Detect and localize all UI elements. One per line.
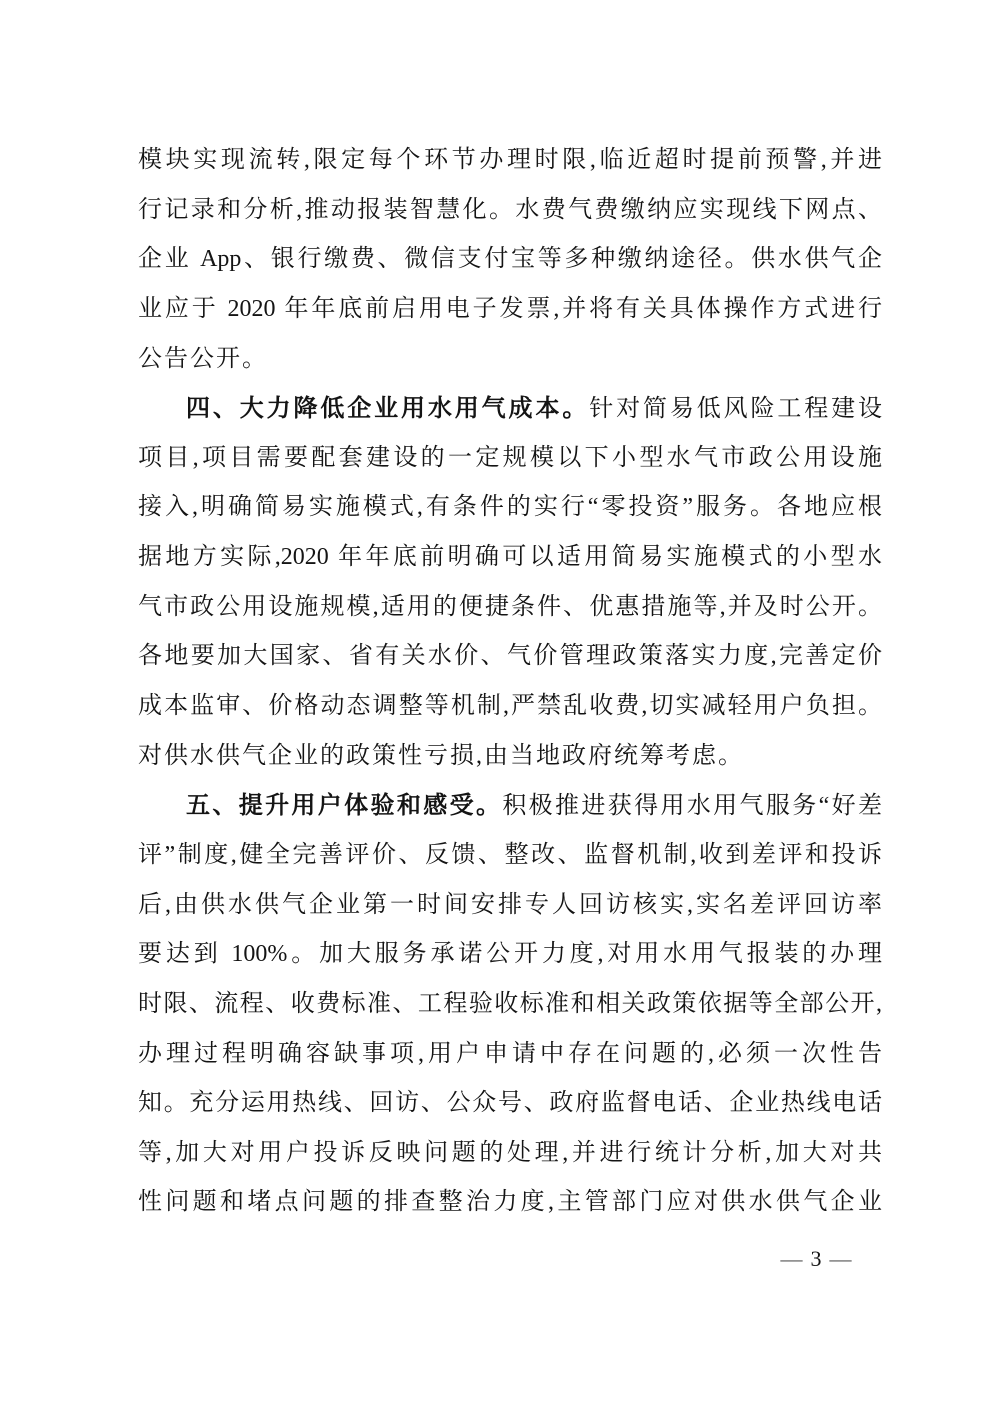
text-line <box>138 335 882 385</box>
body-text: 评”制度,健全完善评价、反馈、整改、监督机制,收到差评和投诉 <box>138 841 882 868</box>
text-line <box>138 980 882 1030</box>
body-text: 等,加大对用户投诉反映问题的处理,并进行统计分析,加大对共 <box>138 1139 882 1166</box>
text-line <box>138 533 882 583</box>
body-text: 要达到 100%。加大服务承诺公开力度,对用水用气报装的办理 <box>138 941 882 968</box>
text-line <box>138 732 882 782</box>
text-line <box>138 1030 882 1080</box>
body-text: 知。充分运用热线、回访、公众号、政府监督电话、企业热线电话 <box>138 1090 882 1117</box>
body-text: 业应于 2020 年年底前启用电子发票,并将有关具体操作方式进行 <box>138 295 882 322</box>
body-text: 据地方实际,2020 年年底前明确可以适用简易实施模式的小型水 <box>138 544 882 571</box>
text-line <box>138 384 882 434</box>
text-line <box>138 1178 882 1228</box>
body-text: 各地要加大国家、省有关水价、气价管理政策落实力度,完善定价 <box>138 643 882 670</box>
text-line <box>138 632 882 682</box>
text-line <box>138 881 882 931</box>
page-number <box>750 1244 882 1274</box>
body-text: 成本监审、价格动态调整等机制,严禁乱收费,切实减轻用户负担。 <box>138 693 882 720</box>
footer-left-dash: — <box>780 1246 803 1271</box>
body-text: 办理过程明确容缺事项,用户申请中存在问题的,必须一次性告 <box>138 1040 882 1067</box>
body-text: 后,由供水供气企业第一时间安排专人回访核实,实名差评回访率 <box>138 891 882 918</box>
body-text: 行记录和分析,推动报装智慧化。水费气费缴纳应实现线下网点、 <box>138 196 882 223</box>
text-line <box>138 682 882 732</box>
text-line <box>138 285 882 335</box>
document-body <box>138 136 882 1228</box>
body-text: 积极推进获得用水用气服务“好差 <box>502 793 882 820</box>
section-4-heading: 四、大力降低企业用水用气成本。 <box>186 395 590 423</box>
text-line <box>138 1129 882 1179</box>
footer-right-dash: — <box>829 1246 852 1271</box>
section-5-heading: 五、提升用户体验和感受。 <box>186 792 503 820</box>
text-line <box>138 930 882 980</box>
text-line <box>138 434 882 484</box>
body-text: 项目,项目需要配套建设的一定规模以下小型水气市政公用设施 <box>138 444 882 471</box>
body-text: 公告公开。 <box>138 345 268 372</box>
body-text: 企业 App、银行缴费、微信支付宝等多种缴纳途径。供水供气企 <box>138 246 882 273</box>
text-line <box>138 831 882 881</box>
body-text: 时限、流程、收费标准、工程验收标准和相关政策依据等全部公开, <box>138 990 882 1017</box>
text-line <box>138 583 882 633</box>
text-line <box>138 136 882 186</box>
text-line <box>138 235 882 285</box>
footer-page-number: 3 <box>810 1246 822 1271</box>
text-line <box>138 483 882 533</box>
body-text: 性问题和堵点问题的排查整治力度,主管部门应对供水供气企业 <box>138 1189 882 1216</box>
text-line <box>138 186 882 236</box>
text-line <box>138 1079 882 1129</box>
body-text: 针对简易低风险工程建设 <box>589 396 882 423</box>
body-text: 接入,明确简易实施模式,有条件的实行“零投资”服务。各地应根 <box>138 494 882 521</box>
text-line <box>138 781 882 831</box>
body-text: 对供水供气企业的政策性亏损,由当地政府统筹考虑。 <box>138 742 744 769</box>
body-text: 气市政公用设施规模,适用的便捷条件、优惠措施等,并及时公开。 <box>138 593 882 620</box>
body-text: 模块实现流转,限定每个环节办理时限,临近超时提前预警,并进 <box>138 147 882 173</box>
